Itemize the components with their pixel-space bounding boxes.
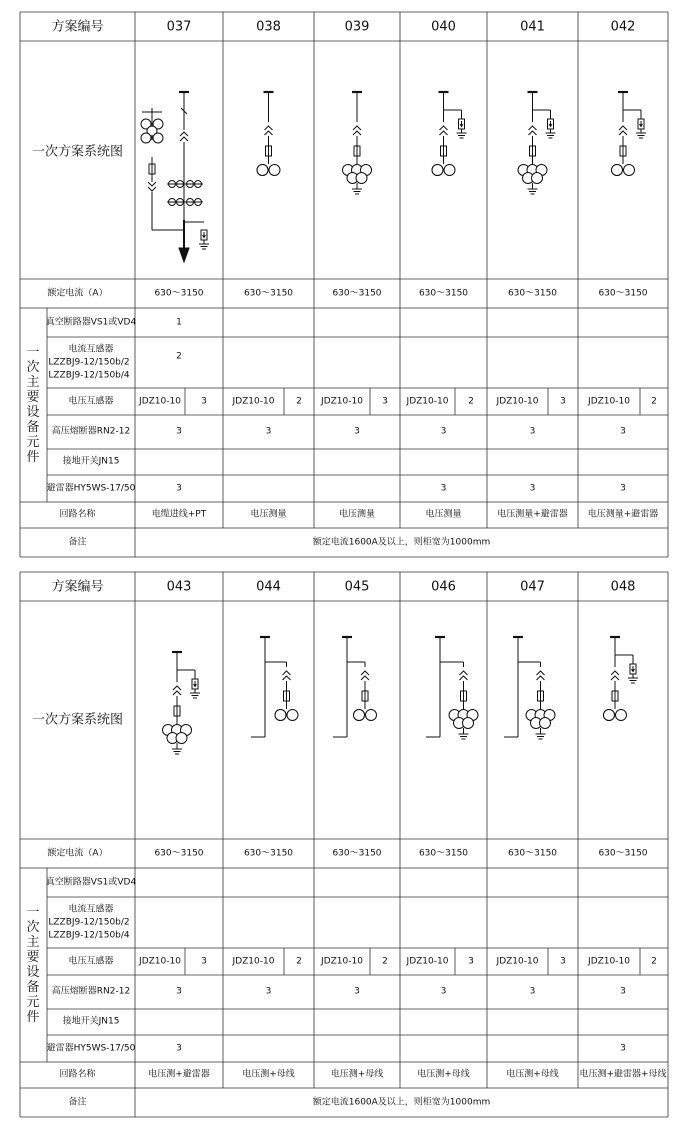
equipment-group-label-char: 要 — [26, 390, 40, 405]
ct-label-line-2: LZZBJ9-12/150b/2 — [48, 357, 130, 368]
circuit-name: 电缆进线+PT — [151, 509, 207, 520]
fuse-label: 高压熔断器RN2-12 — [51, 986, 131, 997]
equipment-group-label-char: 设 — [26, 405, 40, 420]
note-label: 备注 — [68, 537, 87, 547]
fuse-qty: 3 — [440, 426, 447, 437]
scheme-id: 044 — [256, 579, 281, 594]
circuit-name: 电压测+母线 — [330, 1069, 384, 1080]
fuse-qty: 3 — [440, 986, 447, 997]
note-label: 备注 — [68, 1097, 87, 1107]
scheme-id: 047 — [520, 579, 545, 594]
scheme-id: 040 — [431, 19, 456, 34]
arrester-qty: 3 — [440, 483, 447, 493]
fuse-qty: 3 — [176, 986, 182, 997]
equipment-group-label-char: 备 — [26, 420, 40, 435]
pt-qty: 3 — [468, 956, 474, 966]
pt-qty: 3 — [201, 396, 207, 406]
pt-model: JDZ10-10 — [139, 396, 181, 406]
breaker-qty: 1 — [176, 317, 182, 327]
equipment-group-label-char: 件 — [26, 450, 40, 465]
circuit-name: 电压测量 — [338, 509, 376, 520]
circuit-name-label: 回路名称 — [59, 509, 96, 520]
rated-current-label: 额定电流（A） — [47, 288, 108, 298]
equipment-group-label-char: 次 — [26, 920, 40, 935]
diagram-row-label: 一次方案系统图 — [31, 144, 124, 160]
circuit-name: 电压测+母线 — [417, 1069, 470, 1080]
fuse-qty: 3 — [529, 986, 536, 997]
equipment-group-label-char: 主 — [26, 935, 40, 950]
scheme-id: 043 — [166, 579, 192, 594]
pt-model: JDZ10-10 — [406, 956, 449, 966]
pt-label: 电压互感器 — [68, 396, 114, 406]
scheme-id: 046 — [431, 579, 456, 594]
equipment-group-label-char: 主 — [26, 375, 40, 390]
scheme-id: 038 — [256, 19, 281, 34]
scheme-id: 045 — [344, 579, 370, 594]
pt-model: JDZ10-10 — [588, 956, 630, 966]
pt-label: 电压互感器 — [68, 956, 114, 966]
note-text: 额定电流1600A及以上，则柜宽为1000mm — [312, 537, 491, 547]
scheme-id: 042 — [610, 19, 636, 34]
circuit-name-label: 回路名称 — [59, 1069, 96, 1080]
equipment-group-label-char: 次 — [26, 360, 40, 375]
ct-label-line-3: LZZBJ9-12/150b/4 — [48, 370, 130, 381]
rated-current-value: 630～3150 — [507, 848, 558, 858]
fuse-qty: 3 — [265, 986, 272, 997]
pt-model: JDZ10-10 — [406, 396, 449, 406]
equipment-group-label-char: 一 — [26, 345, 40, 360]
earth-switch-label: 接地开关JN15 — [62, 456, 120, 467]
rated-current-value: 630～3150 — [598, 848, 648, 858]
pt-model: JDZ10-10 — [139, 956, 181, 966]
earth-switch-label: 接地开关JN15 — [62, 1016, 120, 1027]
scheme-number-label: 方案编号 — [51, 579, 104, 594]
rated-current-label: 额定电流（A） — [47, 848, 108, 858]
pt-qty: 3 — [382, 396, 388, 406]
pt-model: JDZ10-10 — [321, 956, 363, 966]
ct-label-line-1: 电流互感器 — [68, 344, 114, 355]
rated-current-value: 630～3150 — [507, 288, 558, 298]
pt-qty: 3 — [560, 396, 566, 406]
arrester-qty: 3 — [176, 483, 182, 493]
equipment-group-label-char: 备 — [26, 980, 40, 995]
equipment-group-label-char: 元 — [26, 435, 40, 450]
arrester-qty: 3 — [529, 483, 536, 493]
arrester-label: 避雷器HY5WS-17/50 — [46, 1043, 136, 1053]
pt-qty: 2 — [296, 956, 302, 966]
pt-model: JDZ10-10 — [232, 956, 275, 966]
rated-current-value: 630～3150 — [418, 288, 469, 298]
rated-current-value: 630～3150 — [332, 848, 382, 858]
equipment-group-label-char: 元 — [26, 995, 40, 1010]
fuse-qty: 3 — [354, 426, 360, 437]
arrester-qty: 3 — [176, 1043, 182, 1053]
ct-label-line-2: LZZBJ9-12/150b/2 — [48, 917, 130, 928]
fuse-qty: 3 — [265, 426, 272, 437]
rated-current-value: 630～3150 — [154, 288, 204, 298]
scheme-id: 037 — [166, 19, 192, 34]
arrester-qty: 3 — [620, 1043, 626, 1053]
ct-qty: 2 — [176, 351, 182, 362]
equipment-group-label-char: 一 — [26, 905, 40, 920]
fuse-qty: 3 — [354, 986, 360, 997]
circuit-name: 电压测量+避雷器 — [587, 509, 659, 520]
circuit-name: 电压测+避雷器 — [148, 1069, 210, 1080]
pt-qty: 2 — [651, 956, 657, 966]
circuit-name: 电压测+母线 — [242, 1069, 295, 1080]
breaker-label: 真空断路器VS1或VD4 — [45, 317, 137, 327]
equipment-group-label-char: 件 — [26, 1010, 40, 1025]
pt-model: JDZ10-10 — [496, 956, 539, 966]
fuse-qty: 3 — [176, 426, 182, 437]
fuse-qty: 3 — [529, 426, 536, 437]
pt-qty: 2 — [382, 956, 388, 966]
equipment-group-label-char: 要 — [26, 950, 40, 965]
rated-current-value: 630～3150 — [243, 288, 294, 298]
diagram-row-label: 一次方案系统图 — [31, 712, 124, 728]
scheme-number-label: 方案编号 — [51, 19, 104, 34]
fuse-qty: 3 — [620, 426, 626, 437]
scheme-id: 048 — [610, 579, 636, 594]
pt-qty: 2 — [296, 396, 302, 406]
rated-current-value: 630～3150 — [243, 848, 294, 858]
ct-label-line-1: 电流互感器 — [68, 904, 114, 915]
pt-qty: 2 — [468, 396, 474, 406]
circuit-name: 电压测+母线 — [506, 1069, 559, 1080]
rated-current-value: 630～3150 — [418, 848, 469, 858]
fuse-qty: 3 — [620, 986, 626, 997]
circuit-name: 电压测量+避雷器 — [497, 509, 568, 520]
equipment-group-label-char: 设 — [26, 965, 40, 980]
ct-label-line-3: LZZBJ9-12/150b/4 — [48, 930, 130, 941]
pt-qty: 3 — [201, 956, 207, 966]
rated-current-value: 630～3150 — [154, 848, 204, 858]
pt-model: JDZ10-10 — [496, 396, 539, 406]
rated-current-value: 630～3150 — [598, 288, 648, 298]
pt-qty: 3 — [560, 956, 566, 966]
arrester-label: 避雷器HY5WS-17/50 — [46, 483, 136, 493]
fuse-label: 高压熔断器RN2-12 — [51, 426, 131, 437]
breaker-label: 真空断路器VS1或VD4 — [45, 877, 137, 887]
scheme-id: 039 — [344, 19, 370, 34]
pt-model: JDZ10-10 — [321, 396, 363, 406]
rated-current-value: 630～3150 — [332, 288, 382, 298]
arrester-qty: 3 — [620, 483, 626, 493]
note-text: 额定电流1600A及以上，则柜宽为1000mm — [312, 1097, 491, 1107]
circuit-name: 电压测+避雷器+母线 — [579, 1069, 667, 1080]
scheme-id: 041 — [520, 19, 545, 34]
pt-qty: 2 — [651, 396, 657, 406]
circuit-name: 电压测量 — [425, 509, 462, 520]
circuit-name: 电压测量 — [250, 509, 287, 520]
pt-model: JDZ10-10 — [232, 396, 275, 406]
pt-model: JDZ10-10 — [588, 396, 630, 406]
